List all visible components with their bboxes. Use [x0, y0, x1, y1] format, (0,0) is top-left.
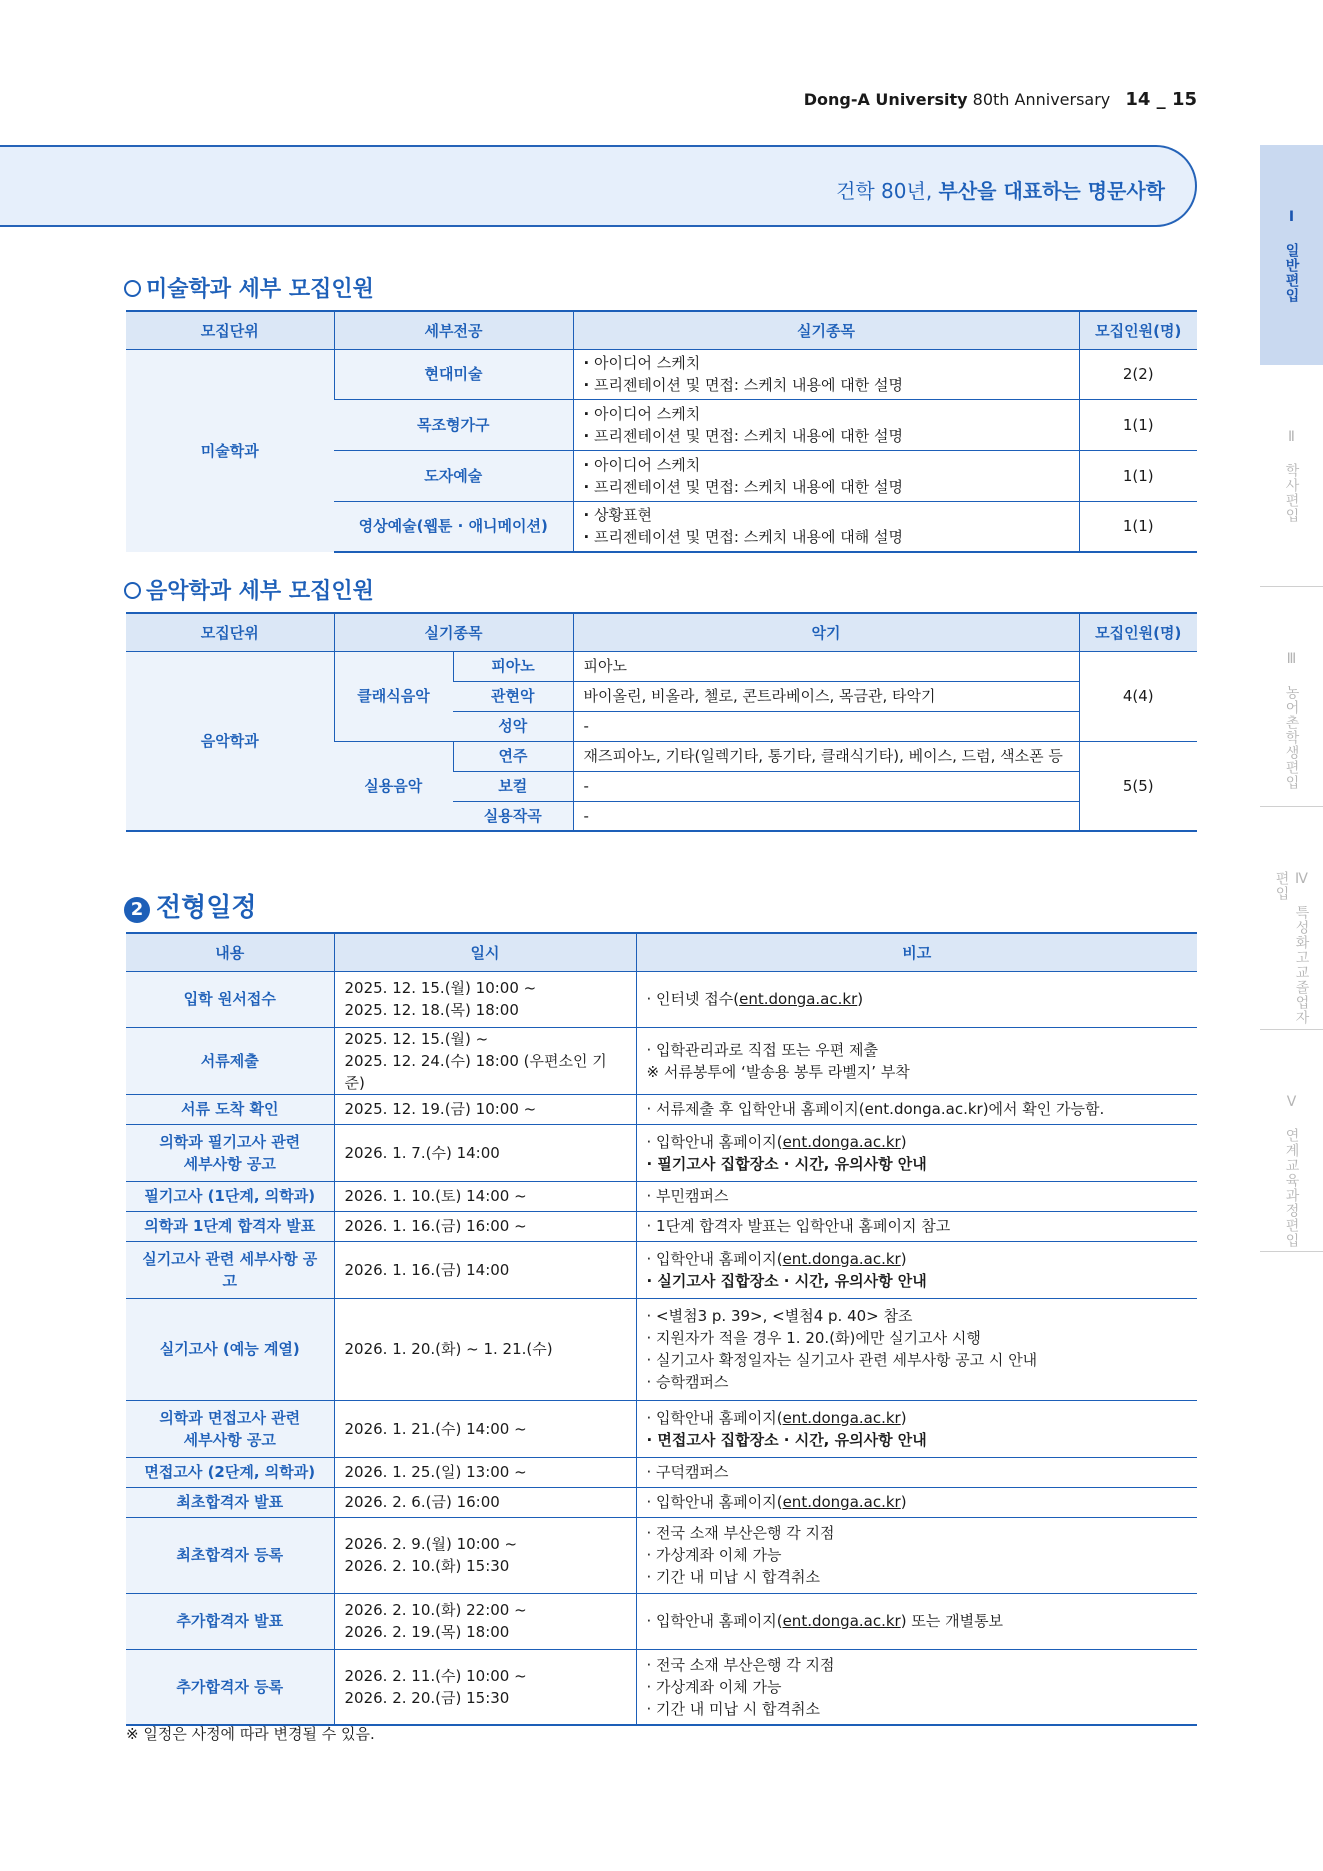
count-cell: 2(2) [1079, 349, 1197, 399]
cell-line: 2026. 2. 9.(월) 10:00 ~ [344, 1535, 518, 1553]
instrument-cell: 피아노 [573, 651, 1079, 681]
event-cell [126, 1181, 334, 1211]
note-cell [636, 1457, 1197, 1487]
date-cell [334, 1241, 636, 1298]
column-header: 모집인원(명) [1079, 613, 1197, 651]
note-line: · 실기고사 집합장소 · 시간, 유의사항 안내 [646, 1271, 927, 1290]
table-row [126, 1241, 1197, 1298]
table-row [126, 1457, 1197, 1487]
note-cell [636, 1400, 1197, 1457]
note-line: · 가상계좌 이체 가능 [646, 1546, 782, 1564]
date-cell [334, 1027, 636, 1094]
circle-bullet-icon [124, 280, 141, 297]
cell-line: 2026. 2. 6.(금) 16:00 [344, 1493, 500, 1511]
table-row [126, 1298, 1197, 1400]
event-cell [126, 1094, 334, 1124]
date-cell [334, 1094, 636, 1124]
date-cell [334, 1181, 636, 1211]
date-cell [334, 1124, 636, 1181]
cell-line: 2026. 1. 25.(일) 13:00 ~ [344, 1463, 527, 1481]
event-cell [126, 1487, 334, 1517]
note-cell [636, 1241, 1197, 1298]
cell-line: 실기고사 관련 세부사항 공고 [142, 1249, 318, 1290]
note-line: · 실기고사 확정일자는 실기고사 관련 세부사항 공고 시 안내 [646, 1351, 1038, 1369]
note-line: · 면접고사 집합장소 · 시간, 유의사항 안내 [646, 1430, 927, 1449]
note-cell [636, 1181, 1197, 1211]
count-cell: 1(1) [1079, 501, 1197, 552]
sidebar-item-linked-transfer[interactable] [1260, 1030, 1323, 1252]
note-cell [636, 1094, 1197, 1124]
event-cell [126, 1649, 334, 1725]
list-item: · 프리젠테이션 및 면접: 스케치 내용에 대한 설명 [583, 426, 903, 445]
event-cell [126, 1124, 334, 1181]
cell-line: 서류 도착 확인 [181, 1100, 279, 1118]
cell-line: 2026. 2. 20.(금) 15:30 [344, 1688, 510, 1707]
major-cell: 영상예술(웹툰 · 애니메이션) [334, 501, 573, 552]
note-line: · 필기고사 집합장소 · 시간, 유의사항 안내 [646, 1154, 927, 1173]
table-row [126, 651, 1197, 681]
event-cell [126, 1241, 334, 1298]
list-item: · 프리젠테이션 및 면접: 스케치 내용에 대해 설명 [583, 528, 903, 547]
table-row [126, 1517, 1197, 1593]
list-item: · 아이디어 스케치 [583, 455, 701, 474]
cell-line: 최초합격자 등록 [176, 1546, 284, 1564]
instrument-cell: - [573, 771, 1079, 801]
table-row [126, 1649, 1197, 1725]
cell-line: 필기고사 (1단계, 의학과) [144, 1187, 316, 1205]
cell-line: 2025. 12. 24.(수) 18:00 (우편소인 기준) [344, 1051, 607, 1092]
cell-line: 2026. 2. 10.(화) 15:30 [344, 1557, 510, 1575]
slogan-text [836, 175, 1165, 204]
instrument-cell: 바이올린, 비올라, 첼로, 콘트라베이스, 목금관, 타악기 [573, 681, 1079, 711]
note-line: · 인터넷 접수(ent.donga.ac.kr) [646, 990, 864, 1008]
cell-line: 의학과 1단계 합격자 발표 [144, 1217, 316, 1235]
practical-cell [573, 349, 1079, 399]
column-header: 실기종목 [573, 311, 1079, 349]
cell-line: 2026. 1. 21.(수) 14:00 ~ [344, 1419, 527, 1438]
music-quota-table [126, 612, 1197, 832]
event-cell [126, 1211, 334, 1241]
sub-cell: 성악 [453, 711, 573, 741]
art-section-title: 미술학과 세부 모집인원 [124, 272, 374, 303]
date-cell [334, 1593, 636, 1649]
date-cell [334, 1211, 636, 1241]
cell-line: 추가합격자 등록 [176, 1677, 284, 1696]
cell-line: 2026. 1. 20.(화) ~ 1. 21.(수) [344, 1340, 553, 1358]
note-line: · 서류제출 후 입학안내 홈페이지(ent.donga.ac.kr)에서 확인 가능함. [646, 1100, 1105, 1118]
sidebar-item-label: Ⅳ 특성화고교졸업자편입 [1273, 871, 1310, 1025]
table-row [126, 1181, 1197, 1211]
note-cell [636, 1517, 1197, 1593]
unit-cell: 미술학과 [126, 349, 334, 552]
list-item: · 아이디어 스케치 [583, 354, 701, 372]
date-cell [334, 1517, 636, 1593]
table-row [126, 971, 1197, 1027]
cell-line: 2026. 1. 10.(토) 14:00 ~ [344, 1187, 527, 1205]
running-header [804, 89, 1197, 110]
date-cell [334, 1298, 636, 1400]
major-cell: 현대미술 [334, 349, 573, 399]
sidebar-item-label: Ⅲ 농어촌학생편입 [1283, 651, 1300, 790]
column-header: 모집단위 [126, 613, 334, 651]
table-row [126, 1400, 1197, 1457]
note-cell [636, 1298, 1197, 1400]
cell-line: 2025. 12. 15.(월) ~ [344, 1029, 489, 1048]
event-cell [126, 1400, 334, 1457]
slogan-lead: 건학 80년, [836, 179, 939, 203]
event-cell [126, 1457, 334, 1487]
sidebar-item-label: Ⅱ 학사편입 [1283, 429, 1300, 523]
cell-line: 2025. 12. 18.(목) 18:00 [344, 1001, 519, 1019]
circle-bullet-icon [124, 582, 141, 599]
date-cell [334, 1487, 636, 1517]
sidebar-item-label: Ⅴ 연계교육과정편입 [1283, 1094, 1300, 1248]
cell-line: 면접고사 (2단계, 의학과) [144, 1463, 316, 1481]
date-cell [334, 1649, 636, 1725]
table-row [126, 349, 1197, 399]
note-line: · 입학안내 홈페이지(ent.donga.ac.kr) [646, 1408, 907, 1427]
schedule-table [126, 932, 1197, 1726]
instrument-cell: - [573, 801, 1079, 831]
column-header: 내용 [126, 933, 334, 971]
art-quota-table [126, 310, 1197, 553]
cell-line: 2025. 12. 19.(금) 10:00 ~ [344, 1100, 537, 1118]
unit-cell: 음악학과 [126, 651, 334, 831]
note-line: · 입학안내 홈페이지(ent.donga.ac.kr) [646, 1132, 907, 1151]
note-line: · 입학안내 홈페이지(ent.donga.ac.kr) 또는 개별통보 [646, 1612, 1004, 1630]
event-cell [126, 1298, 334, 1400]
cell-line: 2026. 1. 16.(금) 14:00 [344, 1260, 510, 1279]
table-row [126, 1593, 1197, 1649]
count-cell: 1(1) [1079, 399, 1197, 450]
note-cell [636, 1211, 1197, 1241]
cell-line: 2025. 12. 15.(월) 10:00 ~ [344, 979, 537, 997]
note-cell [636, 1027, 1197, 1094]
cell-line: 최초합격자 발표 [176, 1493, 284, 1511]
count-cell: 4(4) [1079, 651, 1197, 741]
note-cell [636, 1487, 1197, 1517]
note-line: · 지원자가 적을 경우 1. 20.(화)에만 실기고사 시행 [646, 1329, 981, 1347]
column-header: 모집인원(명) [1079, 311, 1197, 349]
slogan-banner [0, 145, 1197, 227]
sub-cell: 피아노 [453, 651, 573, 681]
chapter-sidebar [1260, 145, 1323, 1252]
practical-cell [573, 501, 1079, 552]
schedule-section-title: 2 전형일정 [124, 887, 256, 924]
page-numbers: 14 _ 15 [1125, 89, 1197, 110]
practical-cell [573, 399, 1079, 450]
cell-line: 서류제출 [200, 1051, 259, 1070]
note-line: · 승학캠퍼스 [646, 1373, 729, 1391]
date-cell [334, 1400, 636, 1457]
note-cell [636, 1649, 1197, 1725]
note-line: · <별첨3 p. 39>, <별첨4 p. 40> 참조 [646, 1307, 913, 1325]
note-line: · 전국 소재 부산은행 각 지점 [646, 1655, 835, 1674]
group-cell: 클래식음악 [334, 651, 453, 741]
table-row [126, 1027, 1197, 1094]
table-row [126, 1487, 1197, 1517]
list-item: · 프리젠테이션 및 면접: 스케치 내용에 대한 설명 [583, 376, 903, 394]
cell-line: 실기고사 (예능 계열) [159, 1340, 300, 1358]
note-line: · 1단계 합격자 발표는 입학안내 홈페이지 참고 [646, 1217, 951, 1235]
sidebar-item-vocational-transfer[interactable] [1260, 807, 1323, 1030]
count-cell: 1(1) [1079, 450, 1197, 501]
cell-line: 세부사항 공고 [183, 1154, 276, 1173]
footnote: ※ 일정은 사정에 따라 변경될 수 있음. [126, 1725, 375, 1743]
note-cell [636, 1124, 1197, 1181]
note-line: · 가상계좌 이체 가능 [646, 1677, 782, 1696]
cell-line: 의학과 면접고사 관련 [159, 1408, 301, 1427]
event-cell [126, 1517, 334, 1593]
note-line: · 구덕캠퍼스 [646, 1463, 729, 1481]
practical-cell [573, 450, 1079, 501]
sidebar-item-rural-transfer[interactable] [1260, 587, 1323, 807]
cell-line: 2026. 2. 11.(수) 10:00 ~ [344, 1666, 527, 1685]
note-cell [636, 1593, 1197, 1649]
instrument-cell: - [573, 711, 1079, 741]
note-cell [636, 971, 1197, 1027]
cell-line: 추가합격자 발표 [176, 1612, 284, 1630]
column-header: 악기 [573, 613, 1079, 651]
table-row [126, 1124, 1197, 1181]
cell-line: 입학 원서접수 [183, 990, 276, 1008]
instrument-cell: 재즈피아노, 기타(일렉기타, 통기타, 클래식기타), 베이스, 드럼, 색소폰 등 [573, 741, 1079, 771]
music-section-title: 음악학과 세부 모집인원 [124, 574, 374, 605]
column-header: 실기종목 [334, 613, 573, 651]
column-header: 세부전공 [334, 311, 573, 349]
section-number-badge: 2 [124, 897, 150, 923]
column-header: 비고 [636, 933, 1197, 971]
cell-line: 2026. 1. 7.(수) 14:00 [344, 1143, 500, 1162]
sub-cell: 관현악 [453, 681, 573, 711]
cell-line: 2026. 2. 19.(목) 18:00 [344, 1623, 510, 1641]
event-cell [126, 1593, 334, 1649]
anniversary-text: 80th Anniversary [972, 90, 1111, 109]
count-cell: 5(5) [1079, 741, 1197, 831]
note-line: ※ 서류봉투에 ‘발송용 봉투 라벨지’ 부착 [646, 1062, 910, 1081]
note-line: · 기간 내 미납 시 합격취소 [646, 1568, 821, 1586]
date-cell [334, 1457, 636, 1487]
table-row [126, 1094, 1197, 1124]
sidebar-item-bachelor-transfer[interactable] [1260, 365, 1323, 587]
note-line: · 입학안내 홈페이지(ent.donga.ac.kr) [646, 1249, 907, 1268]
cell-line: 2026. 2. 10.(화) 22:00 ~ [344, 1601, 527, 1619]
group-cell: 실용음악 [334, 741, 453, 831]
list-item: · 아이디어 스케치 [583, 404, 701, 423]
event-cell [126, 971, 334, 1027]
note-line: · 입학관리과로 직접 또는 우편 제출 [646, 1040, 878, 1059]
note-line: · 입학안내 홈페이지(ent.donga.ac.kr) [646, 1493, 907, 1511]
list-item: · 상황표현 [583, 506, 652, 525]
column-header: 모집단위 [126, 311, 334, 349]
note-line: · 전국 소재 부산은행 각 지점 [646, 1524, 835, 1542]
major-cell: 목조형가구 [334, 399, 573, 450]
note-line: · 기간 내 미납 시 합격취소 [646, 1699, 821, 1718]
list-item: · 프리젠테이션 및 면접: 스케치 내용에 대한 설명 [583, 477, 903, 496]
university-name: Dong-A University [803, 90, 968, 109]
sub-cell: 보컬 [453, 771, 573, 801]
slogan-emphasis: 부산을 대표하는 명문사학 [938, 179, 1165, 203]
column-header: 일시 [334, 933, 636, 971]
cell-line: 2026. 1. 16.(금) 16:00 ~ [344, 1217, 527, 1235]
cell-line: 의학과 필기고사 관련 [159, 1132, 301, 1151]
sidebar-item-general-transfer[interactable] [1260, 145, 1323, 365]
sub-cell: 연주 [453, 741, 573, 771]
cell-line: 세부사항 공고 [183, 1430, 276, 1449]
table-row [126, 1211, 1197, 1241]
date-cell [334, 971, 636, 1027]
major-cell: 도자예술 [334, 450, 573, 501]
note-line: · 부민캠퍼스 [646, 1187, 729, 1205]
sub-cell: 실용작곡 [453, 801, 573, 831]
event-cell [126, 1027, 334, 1094]
sidebar-item-label: Ⅰ 일반편입 [1283, 209, 1300, 303]
